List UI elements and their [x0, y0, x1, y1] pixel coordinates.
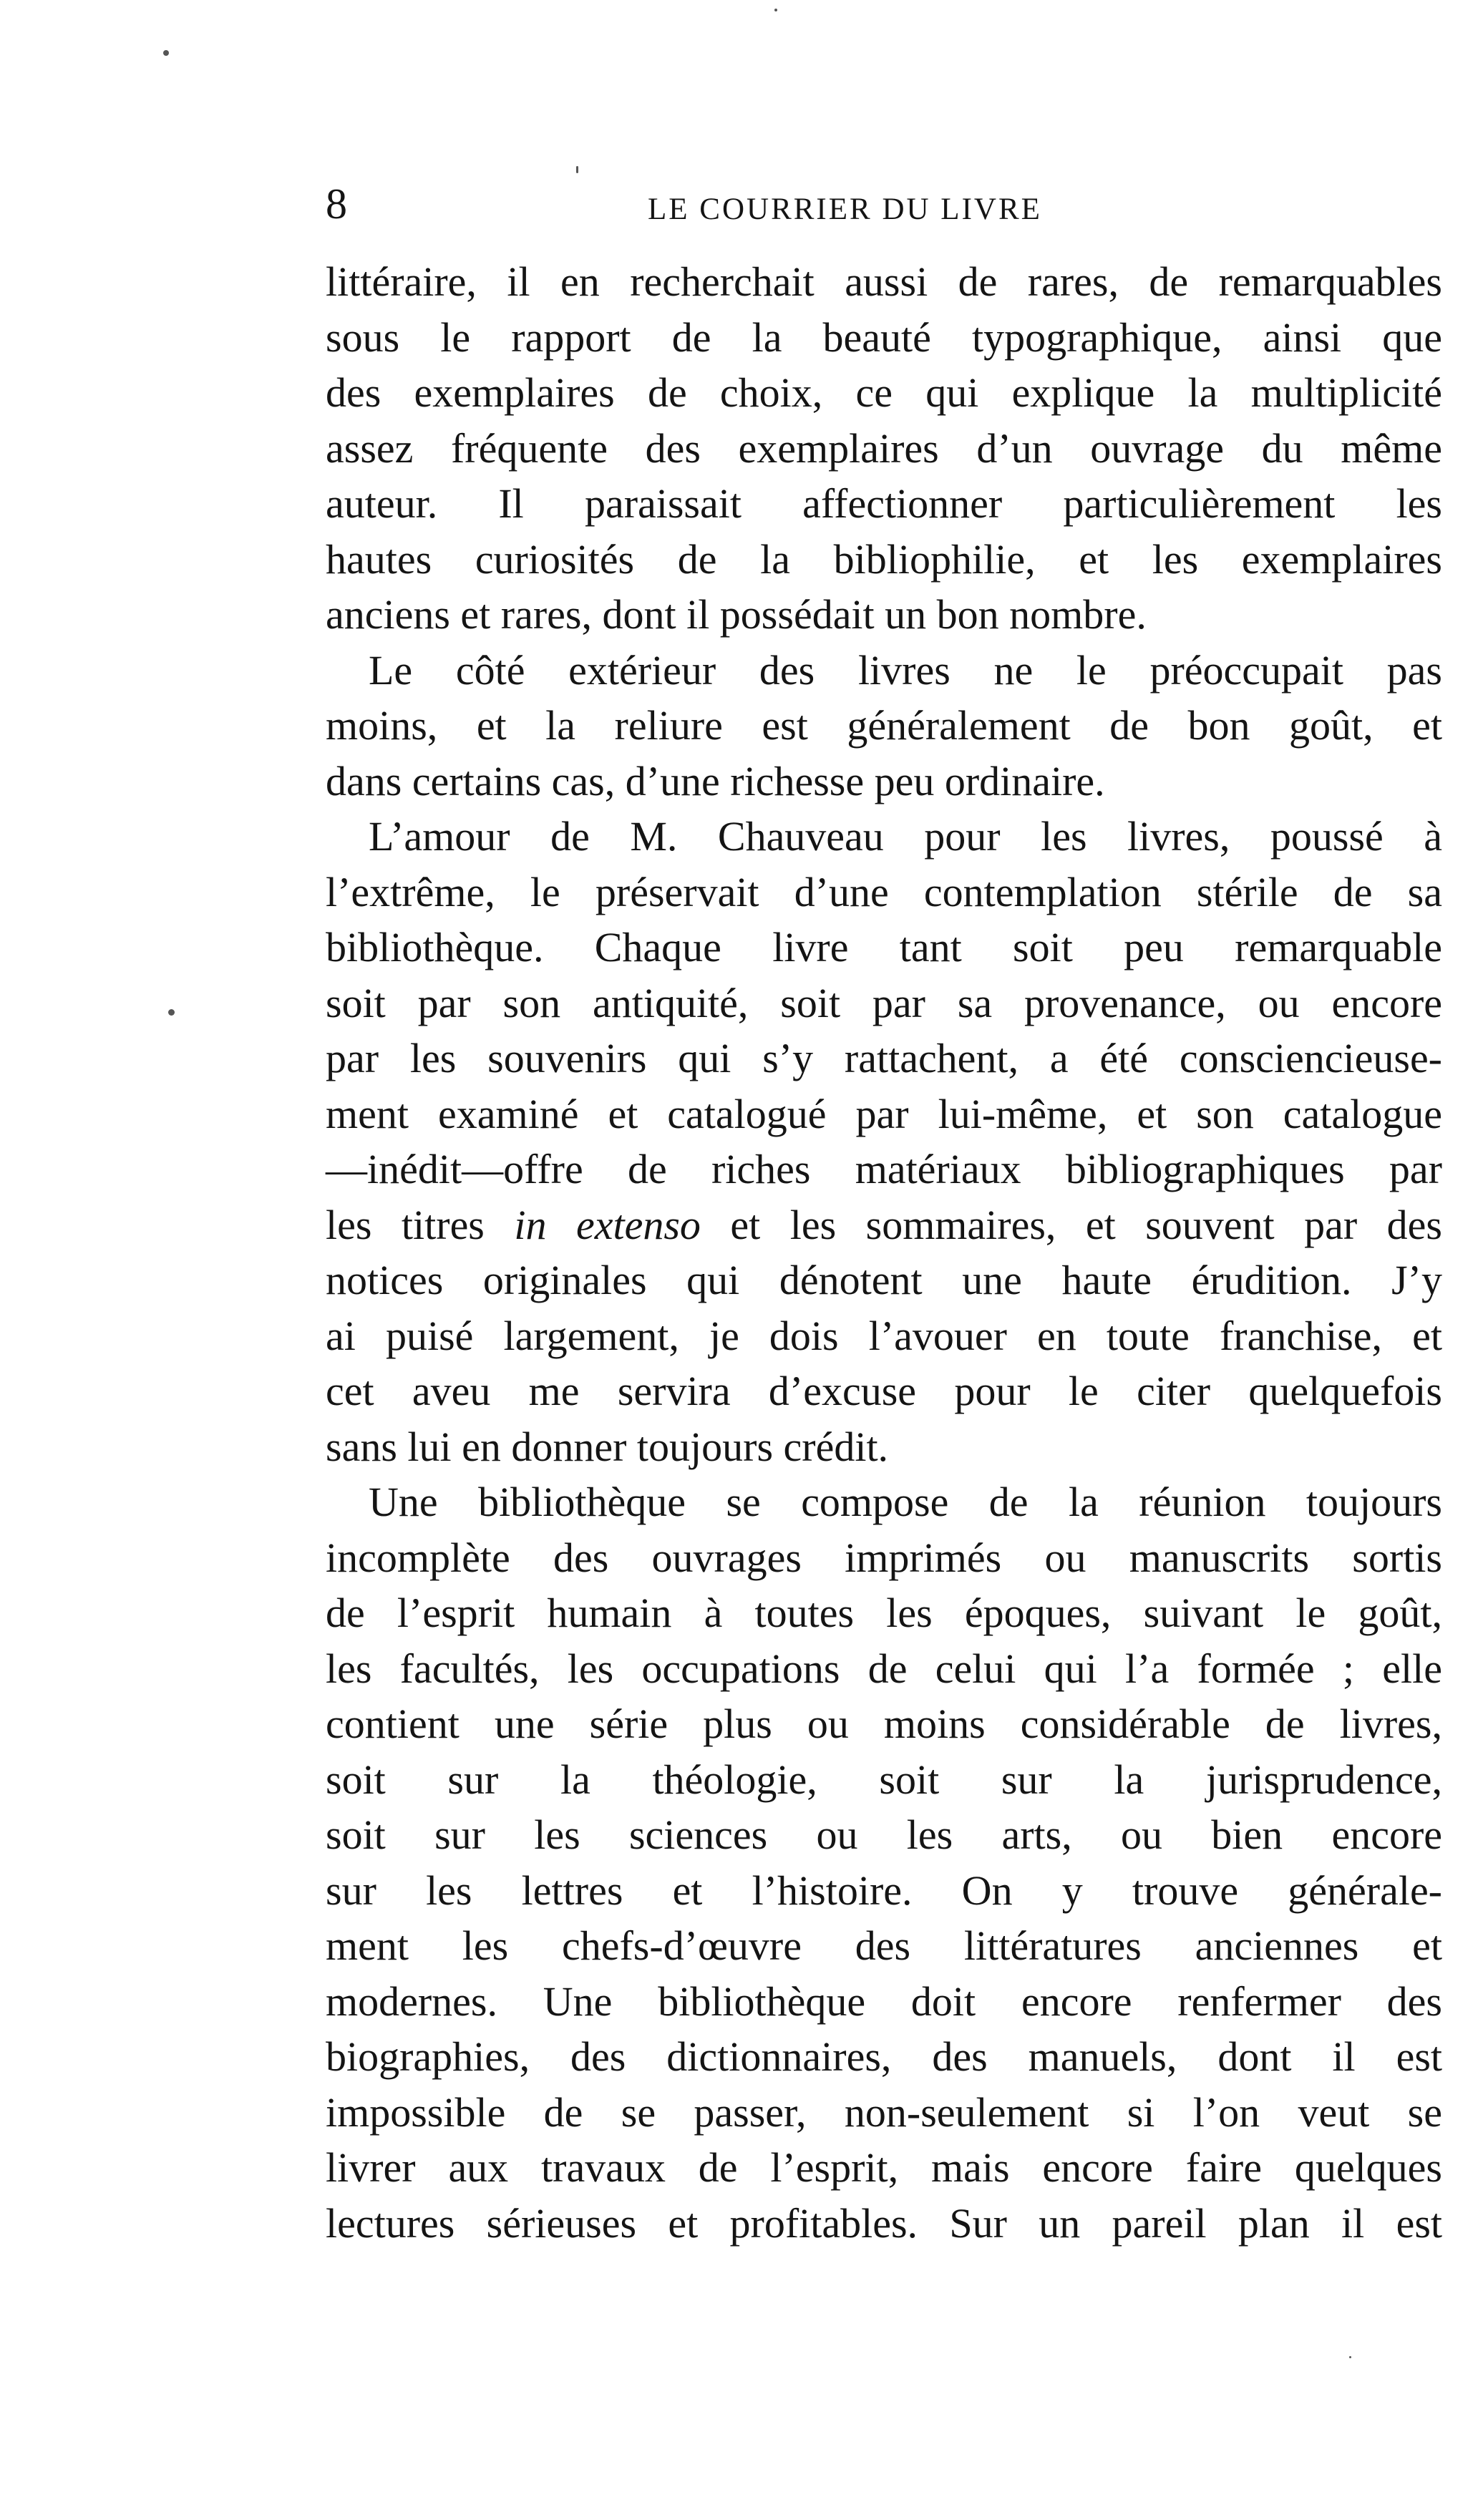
scan-speck: [576, 166, 578, 173]
text-line: soit sur les sciences ou les arts, ou bien encore: [326, 1811, 1442, 1858]
text-line: dans certains cas, d’une richesse peu ordinaire.: [326, 757, 1105, 804]
scan-speck: [774, 9, 777, 11]
text-line: biographies, des dictionnaires, des manuels, dont il est: [326, 2033, 1442, 2080]
text-line: auteur. Il paraissait affectionner particulièrement les: [326, 480, 1442, 527]
text-line: sur les lettres et l’histoire. On y trouve générale-: [326, 1867, 1442, 1914]
text-line: incomplète des ouvrages imprimés ou manuscrits sortis: [326, 1534, 1442, 1581]
scan-speck: [163, 50, 169, 56]
text-line: par les souvenirs qui s’y rattachent, a été consciencieuse-: [326, 1035, 1442, 1081]
text-line: anciens et rares, dont il possédait un bon nombre.: [326, 591, 1147, 638]
running-title: LE COURRIER DU LIVRE: [648, 193, 1042, 226]
paragraph-first-line: L’amour de M. Chauveau pour les livres, poussé à: [369, 813, 1442, 860]
text-line: contient une série plus ou moins considérable de livres,: [326, 1701, 1442, 1747]
text-line: modernes. Une bibliothèque doit encore renfermer des: [326, 1977, 1442, 2025]
text-line: notices originales qui dénotent une haute érudition. J’y: [326, 1257, 1442, 1303]
paragraph-first-line: Une bibliothèque se compose de la réunion toujours: [369, 1479, 1442, 1525]
text-line: cet aveu me servira d’excuse pour le citer quelquefois: [326, 1368, 1442, 1414]
body-text: [326, 254, 1442, 2251]
text-line: ai puisé largement, je dois l’avouer en toute franchise, et: [326, 1312, 1442, 1359]
page-number: 8: [326, 180, 347, 228]
italic-phrase: in extenso: [514, 1201, 701, 1248]
text-line: assez fréquente des exemplaires d’un ouvrage du même: [326, 424, 1442, 472]
text-line: impossible de se passer, non-seulement si l’on veut se: [326, 2088, 1442, 2136]
text-line: —inédit—offre de riches matériaux bibliographiques par: [326, 1146, 1442, 1192]
text-line: des exemplaires de choix, ce qui explique la multiplicité: [326, 369, 1442, 416]
text-line: moins, et la reliure est généralement de bon goût, et: [326, 702, 1442, 749]
running-head: [326, 175, 1442, 233]
text-line-with-italic: [326, 1197, 1442, 1253]
text-line: soit par son antiquité, soit par sa provenance, ou encore: [326, 979, 1442, 1026]
text-line: littéraire, il en recherchait aussi de rares, de remarquables: [326, 258, 1442, 305]
paragraph-first-line: Le côté extérieur des livres ne le préoccupait pas: [369, 646, 1442, 694]
scan-speck: [168, 1009, 175, 1016]
text-line: livrer aux travaux de l’esprit, mais encore faire quelques: [326, 2144, 1442, 2191]
text-segment: et les sommaires, et souvent par des: [700, 1201, 1443, 1248]
text-line: soit sur la théologie, soit sur la jurisprudence,: [326, 1756, 1442, 1803]
text-line: de l’esprit humain à toutes les époques, suivant le goût,: [326, 1590, 1442, 1636]
text-line: hautes curiosités de la bibliophilie, et les exemplaires: [326, 535, 1442, 583]
text-line: l’extrême, le préservait d’une contemplation stérile de sa: [326, 868, 1442, 915]
text-segment: les titres: [326, 1201, 515, 1248]
scan-speck: [1349, 2356, 1351, 2358]
text-line: bibliothèque. Chaque livre tant soit peu remarquable: [326, 924, 1442, 970]
text-line: sous le rapport de la beauté typographique, ainsi que: [326, 313, 1442, 361]
text-line: les facultés, les occupations de celui qui l’a formée ; elle: [326, 1645, 1442, 1692]
text-line: sans lui en donner toujours crédit.: [326, 1423, 889, 1470]
text-line: ment examiné et catalogué par lui-même, et son catalogue: [326, 1090, 1442, 1137]
text-line: lectures sérieuses et profitables. Sur un pareil plan il est: [326, 2199, 1442, 2247]
text-line: ment les chefs-d’œuvre des littératures anciennes et: [326, 1922, 1442, 1969]
